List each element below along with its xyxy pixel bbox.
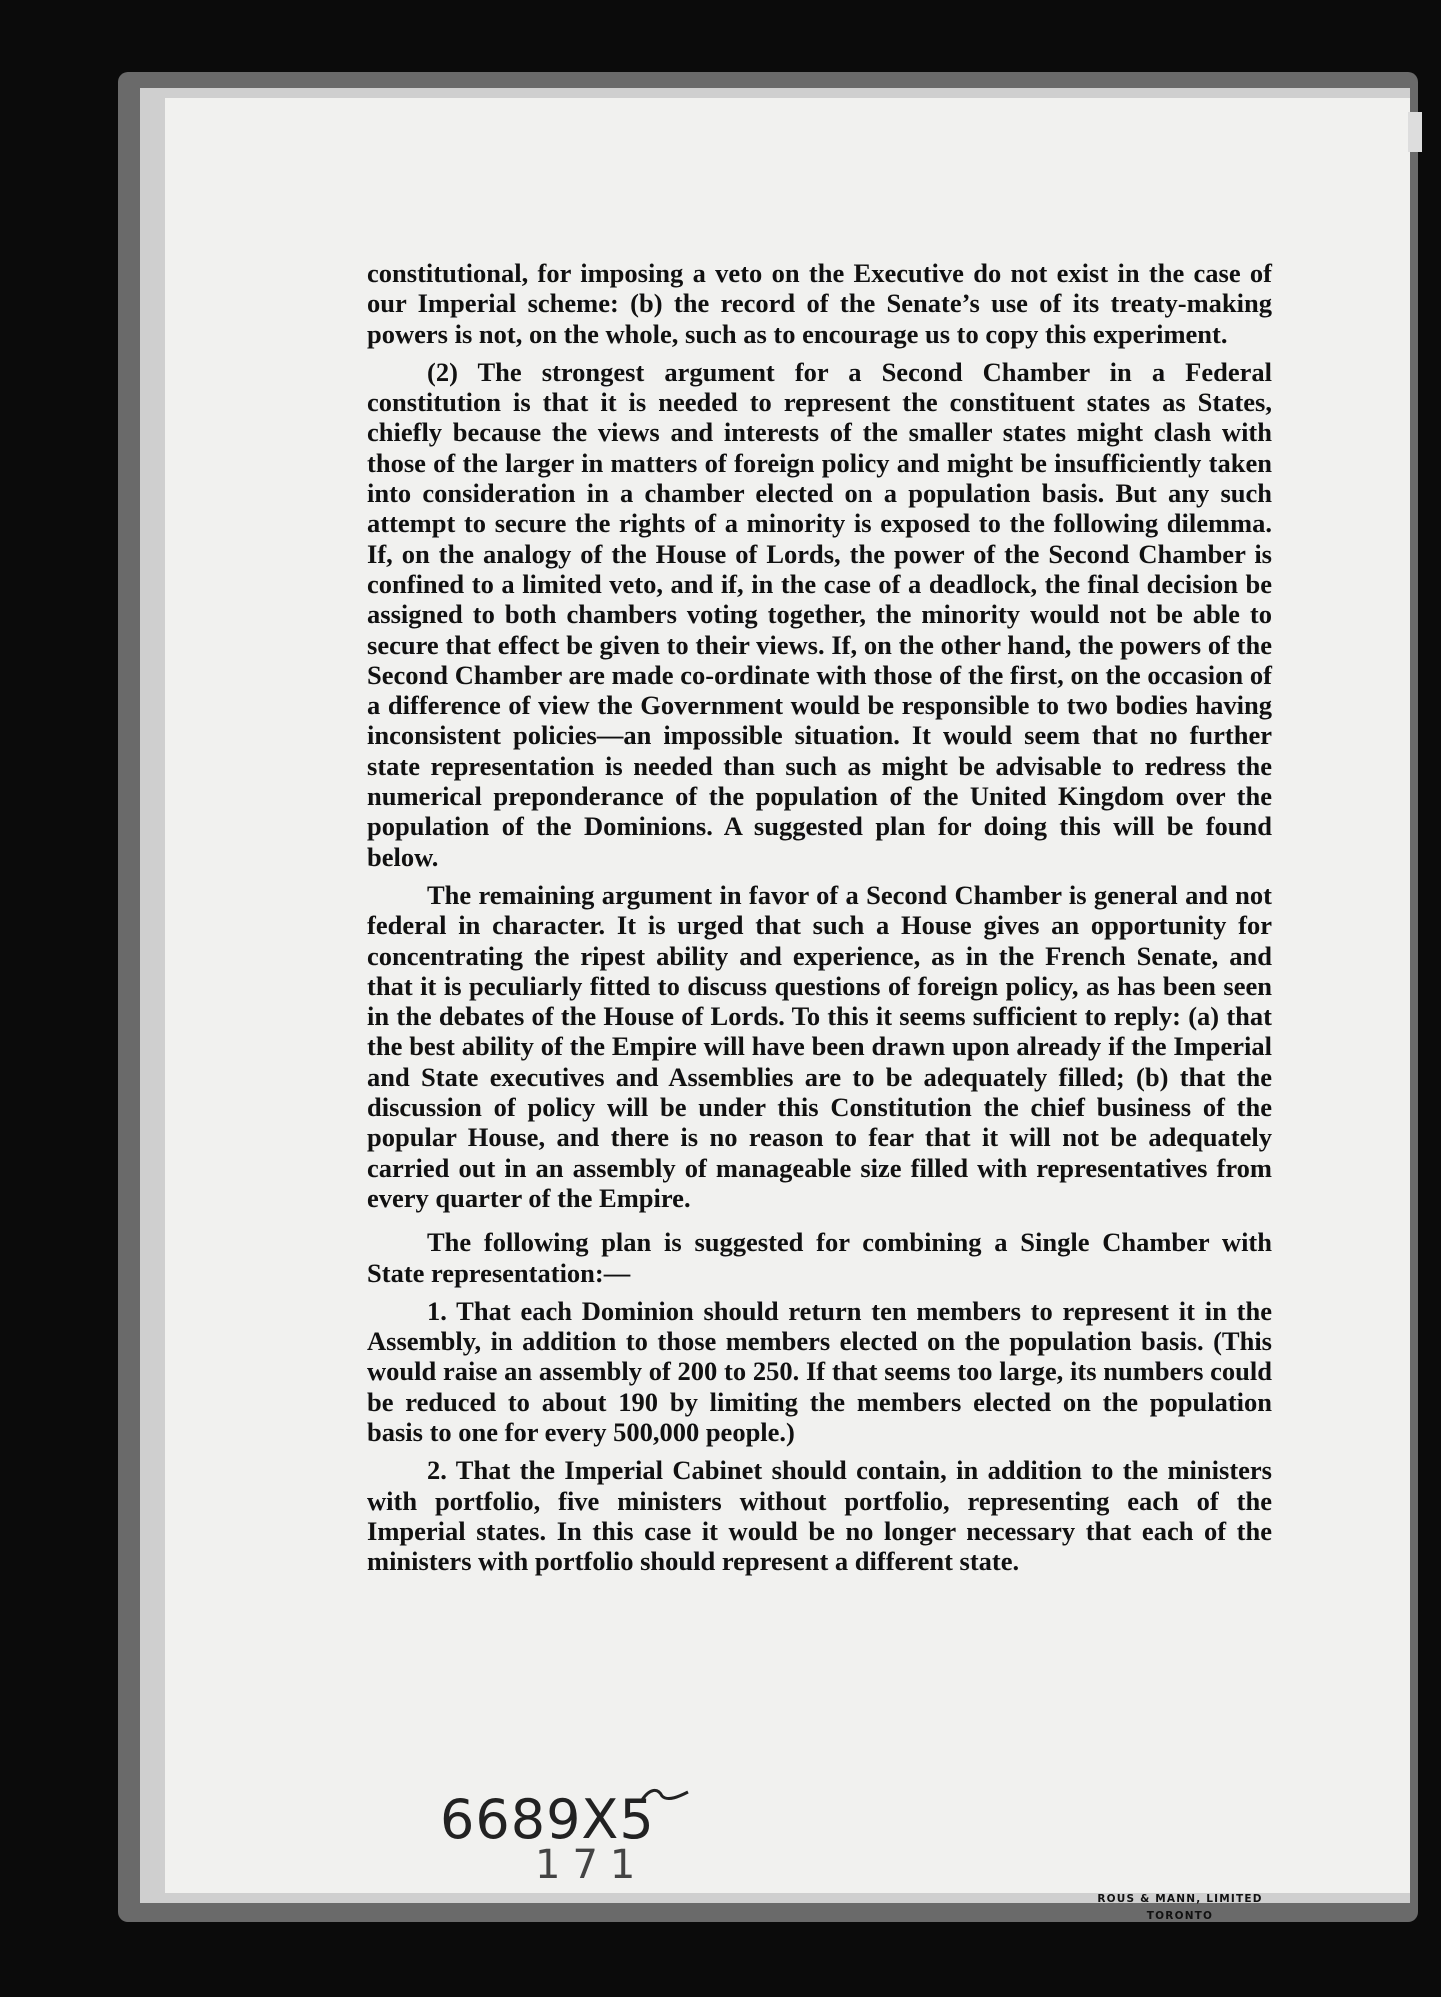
printer-imprint [1060,1891,1300,1925]
paragraph-1: constitutional, for imposing a veto on the Executive do not exist in the case of our Imperial scheme: (b) the record of the Senate’s use of its treaty-making powers is not, on the whole, such as to encourage us to copy this experiment. [367,258,1272,349]
page-tab [1408,112,1422,152]
imprint-line-2: TORONTO [1146,1910,1214,1922]
paragraph-6: 2. That the Imperial Cabinet should contain, in addition to the ministers with portfolio, five ministers without portfolio, representing each of the Imperial states. In this case it would be no longer necessary that each of the ministers with portfolio should represent a different state. [367,1455,1272,1577]
body-text [367,258,1272,1576]
handwritten-number: 6689X5 [440,1788,655,1851]
handwritten-sub-number: 171 [535,1842,648,1888]
paragraph-2: (2) The strongest argument for a Second Chamber in a Federal constitution is that it is needed to represent the constituent states as States, chiefly because the views and interests of the smaller states might clash with those of the larger in matters of foreign policy and might be insufficiently taken into consideration in a chamber elected on a population basis. But any such attempt to secure the rights of a minority is exposed to the following dilemma. If, on the analogy of the House of Lords, the power of the Second Chamber is confined to a limited veto, and if, in the case of a deadlock, the final decision be assigned to both chambers voting together, the minority would not be able to secure that effect be given to their views. If, on the other hand, the powers of the Second Chamber are made co-ordinate with those of the first, on the occasion of a difference of view the Government would be responsible to two bodies having inconsistent policies—an impossible situation. It would seem that no further state representation is needed than such as might be advisable to redress the numerical preponderance of the population of the United Kingdom over the population of the Dominions. A suggested plan for doing this will be found below. [367,356,1272,872]
paragraph-3: The remaining argument in favor of a Second Chamber is general and not federal in character. It is urged that such a House gives an opportunity for concentrating the ripest ability and experience, as in the French Senate, and that it is peculiarly fitted to discuss questions of foreign policy, as has been seen in the debates of the House of Lords. To this it seems sufficient to reply: (a) that the best ability of the Empire will have been drawn upon already if the Imperial and State executives and Assemblies are to be adequately filled; (b) that the discussion of policy will be under this Constitution the chief business of the popular House, and there is no reason to fear that it will not be adequately carried out in an assembly of manageable size filled with representatives from every quarter of the Empire. [367,879,1272,1213]
imprint-line-1: ROUS & MANN, LIMITED [1097,1893,1263,1905]
paragraph-5: 1. That each Dominion should return ten members to represent it in the Assembly, in addition to those members elected on the population basis. (This would raise an assembly of 200 to 250. If that seems too large, its numbers could be reduced to about 190 by limiting the members elected on the population basis to one for every 500,000 people.) [367,1295,1272,1447]
handwritten-stroke [640,1786,690,1804]
paragraph-4: The following plan is suggested for combining a Single Chamber with State representation:— [367,1227,1272,1288]
